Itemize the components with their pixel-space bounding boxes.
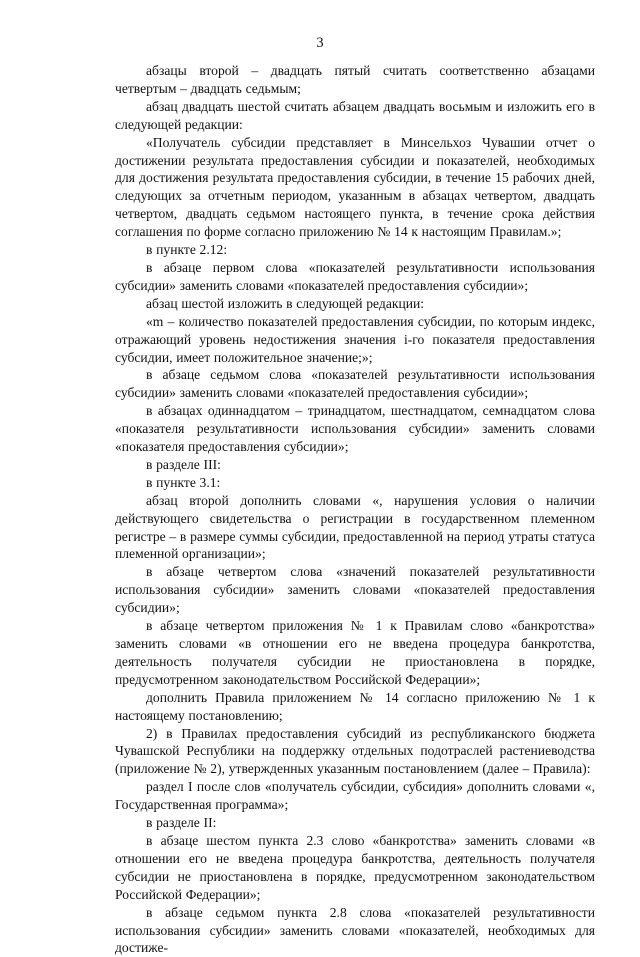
paragraph: 2) в Правилах предоставления субсидий из республиканского бюджета Чувашской Республики на поддержку отдельных подотраслей растениеводства (приложение № 2), утвержденных указанным постановлением (далее – Правила): [115, 725, 595, 777]
paragraph: «m – количество показателей предоставления субсидии, по которым индекс, отражающий уровень недостижения значения i-го показателя предоставления субсидии, имеет положительное значение;»; [115, 313, 595, 365]
paragraph: в абзаце седьмом слова «показателей результативности использования субсидии» заменить словами «показателей предоставления субсидии»; [115, 367, 595, 401]
page-number: 3 [316, 35, 324, 51]
paragraph: в абзаце седьмом пункта 2.8 слова «показателей результативности использования субсидии» заменить словами «показателей, необходимых для достиже- [115, 904, 595, 956]
paragraph: в абзаце четвертом приложения № 1 к Правилам слово «банкротства» заменить словами «в отношении его не введена процедура банкротства, деятельность получателя субсидии не приостановлена в порядке, предусмотренном законодательством Российской Федерации»; [115, 618, 595, 687]
paragraph: в разделе II: [146, 815, 217, 831]
paragraph: абзац двадцать шестой считать абзацем двадцать восьмым и изложить его в следующей редакции: [115, 98, 595, 132]
paragraph: в абзацах одиннадцатом – тринадцатом, шестнадцатом, семнадцатом слова «показателя результативности использования субсидии» заменить словами «показателя предоставления субсидии»; [115, 403, 595, 455]
paragraph: абзац второй дополнить словами «, нарушения условия о наличии действующего свидетельства о регистрации в государственном племенном регистре – в размере суммы субсидии, предоставленной на период утраты статуса племенной организации»; [115, 492, 595, 562]
paragraph: абзац шестой изложить в следующей редакции: [146, 295, 425, 311]
paragraph: в абзаце первом слова «показателей результативности использования субсидии» заменить словами «показателей предоставления субсидии»; [115, 259, 595, 293]
document-body [115, 62, 595, 957]
paragraph: «Получатель субсидии представляет в Минсельхоз Чувашии отчет о достижении результата предоставления субсидии и показателей, необходимых для достижения результата предоставления субсидии, в течение 15 рабочих дней, следующих за отчетным периодом, указанным в абзацах четвертом, двадцать четвертом, двадцать седьмом настоящего пункта, в течение срока действия соглашения по форме согласно приложению № 14 к настоящим Правилам.»; [115, 134, 595, 240]
paragraph: раздел I после слов «получатель субсидии, субсидия» дополнить словами «, Государственная программа»; [115, 779, 595, 813]
paragraph: дополнить Правила приложением № 14 согласно приложению № 1 к настоящему постановлению; [115, 689, 595, 723]
paragraph: в абзаце шестом пункта 2.3 слово «банкротства» заменить словами «в отношении его не введена процедура банкротства, деятельность получателя субсидии не приостановлена в порядке, предусмотренном законодательством Российской Федерации»; [115, 832, 595, 902]
paragraph: в абзаце четвертом слова «значений показателей результативности использования субсидии» заменить словами «показателей предоставления субсидии»; [115, 564, 595, 616]
paragraph: абзацы второй – двадцать пятый считать соответственно абзацами четвертым – двадцать седьмым; [115, 63, 595, 96]
paragraph: в пункте 2.12: [146, 242, 228, 258]
paragraph: в разделе III: [146, 456, 221, 472]
paragraph: в пункте 3.1: [146, 474, 221, 490]
